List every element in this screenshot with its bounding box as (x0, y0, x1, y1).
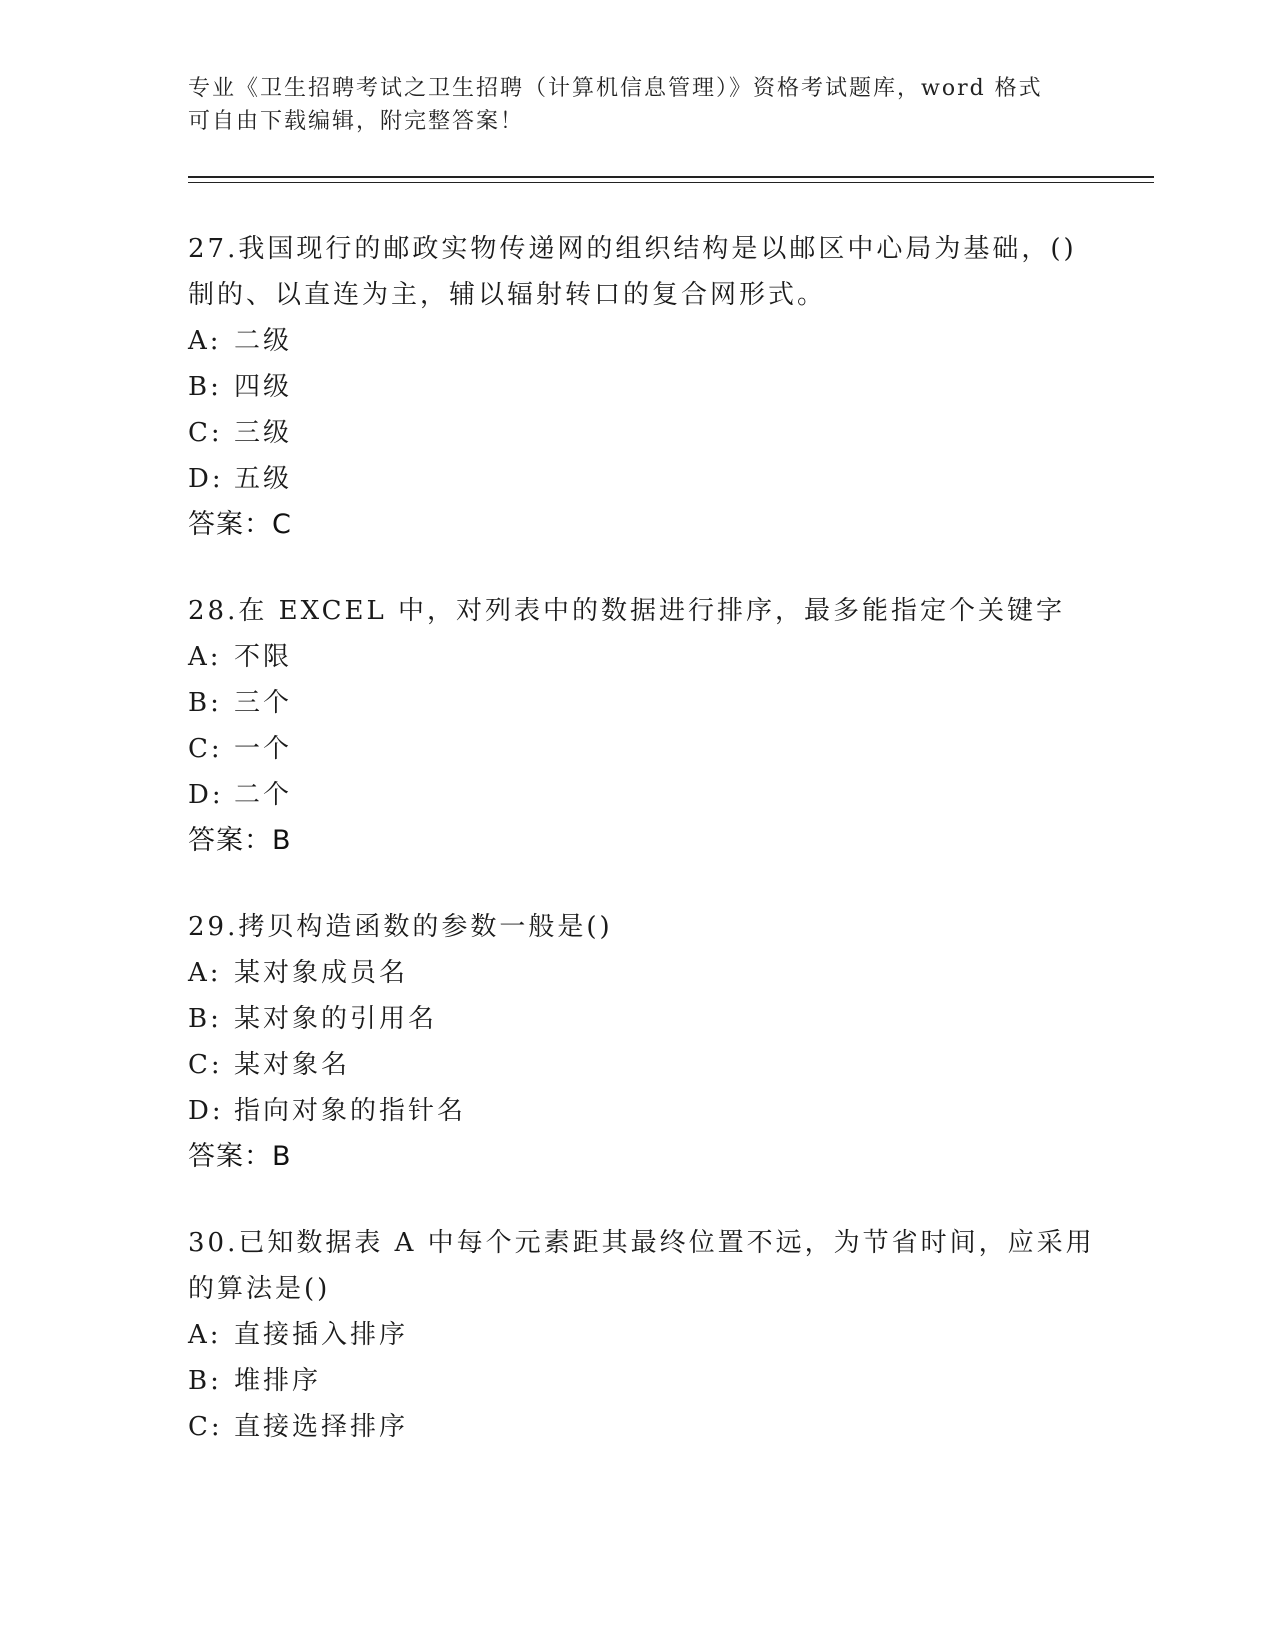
question-28 (188, 588, 1088, 864)
option-c: C: 一个 (188, 734, 293, 764)
answer-line: 答案：B (188, 825, 292, 856)
option-b: B: 堆排序 (188, 1366, 322, 1396)
option-b: B: 四级 (188, 372, 293, 402)
question-stem (188, 226, 1088, 318)
option-d: D: 二个 (188, 780, 293, 810)
option-c: C: 三级 (188, 418, 293, 448)
question-27 (188, 226, 1088, 548)
option-a: A: 二级 (188, 326, 293, 356)
option-c: C: 某对象名 (188, 1050, 351, 1080)
question-stem (188, 904, 1088, 950)
question-29 (188, 904, 1088, 1180)
option-b: B: 某对象的引用名 (188, 1004, 438, 1034)
option-d: D: 五级 (188, 464, 293, 494)
header-divider-thin (188, 182, 1154, 183)
option-a: A: 直接插入排序 (188, 1320, 409, 1350)
question-stem (188, 1220, 1095, 1312)
option-b: B: 三个 (188, 688, 293, 718)
option-d: D: 指向对象的指针名 (188, 1096, 467, 1126)
stem-line: 28.在 EXCEL 中，对列表中的数据进行排序，最多能指定个关键字 (188, 596, 1066, 626)
stem-line: 30.已知数据表 A 中每个元素距其最终位置不远，为节省时间，应采用 (188, 1228, 1095, 1258)
question-stem (188, 588, 1088, 634)
stem-line: 的算法是() (188, 1274, 331, 1304)
header-divider-thick (188, 176, 1154, 178)
stem-line: 制的、以直连为主，辅以辐射转口的复合网形式。 (188, 280, 827, 310)
header-line-1: 专业《卫生招聘考试之卫生招聘（计算机信息管理）》资格考试题库，word 格式 (188, 76, 1043, 101)
answer-line: 答案：B (188, 1141, 292, 1172)
question-30 (188, 1220, 1095, 1450)
stem-line: 27.我国现行的邮政实物传递网的组织结构是以邮区中心局为基础，() (188, 234, 1077, 264)
option-a: A: 某对象成员名 (188, 958, 409, 988)
header-line-2: 可自由下载编辑，附完整答案！ (188, 109, 525, 134)
answer-line: 答案：C (188, 509, 292, 540)
stem-line: 29.拷贝构造函数的参数一般是() (188, 912, 613, 942)
option-a: A: 不限 (188, 642, 293, 672)
document-header (188, 72, 1068, 138)
option-c: C: 直接选择排序 (188, 1412, 409, 1442)
